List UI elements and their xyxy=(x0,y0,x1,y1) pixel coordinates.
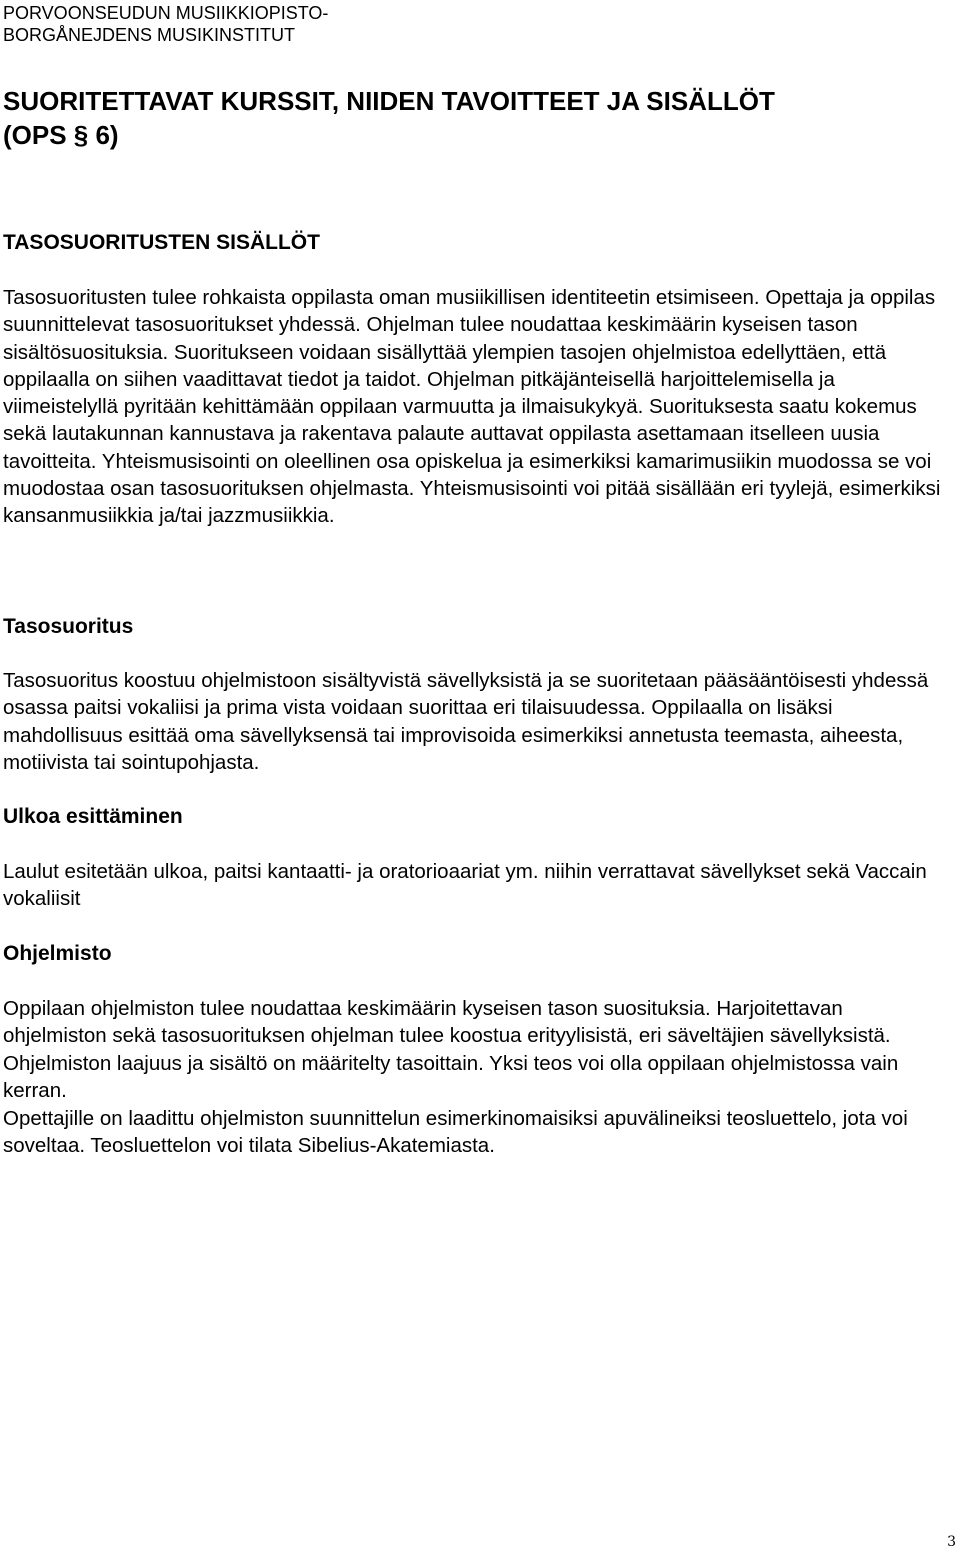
section-heading-ohjelmisto: Ohjelmisto xyxy=(3,942,112,965)
document-title-line-1: SUORITETTAVAT KURSSIT, NIIDEN TAVOITTEET JA SISÄLLÖT xyxy=(3,86,775,116)
section-body-tasosuoritusten-sisallot: Tasosuoritusten tulee rohkaista oppilasta oman musiikillisen identiteetin etsimiseen. Opettaja ja oppilas suunnittelevat tasosuoritukset yhdessä. Ohjelman tulee noudattaa keskimäärin kyseisen tason sisältösuosituksia. Suoritukseen voidaan sisällyttää ylempien tasojen ohjelmistoa edellyttäen, että oppilaalla on siihen vaadittavat tiedot ja taidot. Ohjelman pitkäjänteisellä harjoittelemisella ja viimeistelyllä pyritään kehittämään oppilaan varmuutta ja ilmaisukykyä. Suorituksesta saatu kokemus sekä lautakunnan kannustava ja rakentava palaute auttavat oppilasta asettamaan itselleen uusia tavoitteita. Yhteismusisointi on oleellinen osa opiskelua ja esimerkiksi kamarimusiikin muodossa se voi muodostaa osan tasosuorituksen ohjelmasta. Yhteismusisointi voi pitää sisällään eri tyylejä, esimerkiksi kansanmusiikkia ja/tai jazzmusiikkia. xyxy=(3,286,941,528)
institution-name-finnish: PORVOONSEUDUN MUSIIKKIOPISTO- xyxy=(3,3,329,23)
section-heading-ulkoa-esittaminen: Ulkoa esittäminen xyxy=(3,805,183,828)
section-body-ohjelmisto-1: Oppilaan ohjelmiston tulee noudattaa keskimäärin kyseisen tason suosituksia. Harjoitettavan ohjelmiston sekä tasosuorituksen ohjelman tulee koostua erityylisistä, eri säveltäjien sävellyksistä. Ohjelmiston laajuus ja sisältö on määritelty tasoittain. Yksi teos voi olla oppilaan ohjelmistossa vain kerran. xyxy=(3,997,899,1102)
section-body-ohjelmisto-2: Opettajille on laadittu ohjelmiston suunnittelun esimerkinomaisiksi apuvälineiksi teosluettelo, jota voi soveltaa. Teosluettelon voi tilata Sibelius-Akatemiasta. xyxy=(3,1107,908,1158)
section-heading-tasosuoritus: Tasosuoritus xyxy=(3,615,134,638)
section-body-tasosuoritus: Tasosuoritus koostuu ohjelmistoon sisältyvistä sävellyksistä ja se suoritetaan pääsääntöisesti yhdessä osassa paitsi vokaliisi ja prima vista voidaan suorittaa eri tilaisuudessa. Oppilaalla on lisäksi mahdollisuus esittää oma sävellyksensä tai improvisoida esimerkiksi annetusta teemasta, aiheesta, motiivista tai sointupohjasta. xyxy=(3,669,929,774)
section-heading-tasosuoritusten-sisallot: TASOSUORITUSTEN SISÄLLÖT xyxy=(3,231,320,254)
page-number: 3 xyxy=(947,1534,956,1550)
institution-header xyxy=(3,2,328,46)
document-title-line-2: (OPS § 6) xyxy=(3,120,119,150)
institution-name-swedish: BORGÅNEJDENS MUSIKINSTITUT xyxy=(3,25,296,45)
section-body-ulkoa-esittaminen: Laulut esitetään ulkoa, paitsi kantaatti- ja oratorioaariat ym. niihin verrattavat sävellykset sekä Vaccain vokaliisit xyxy=(3,860,927,911)
document-title xyxy=(3,84,775,152)
